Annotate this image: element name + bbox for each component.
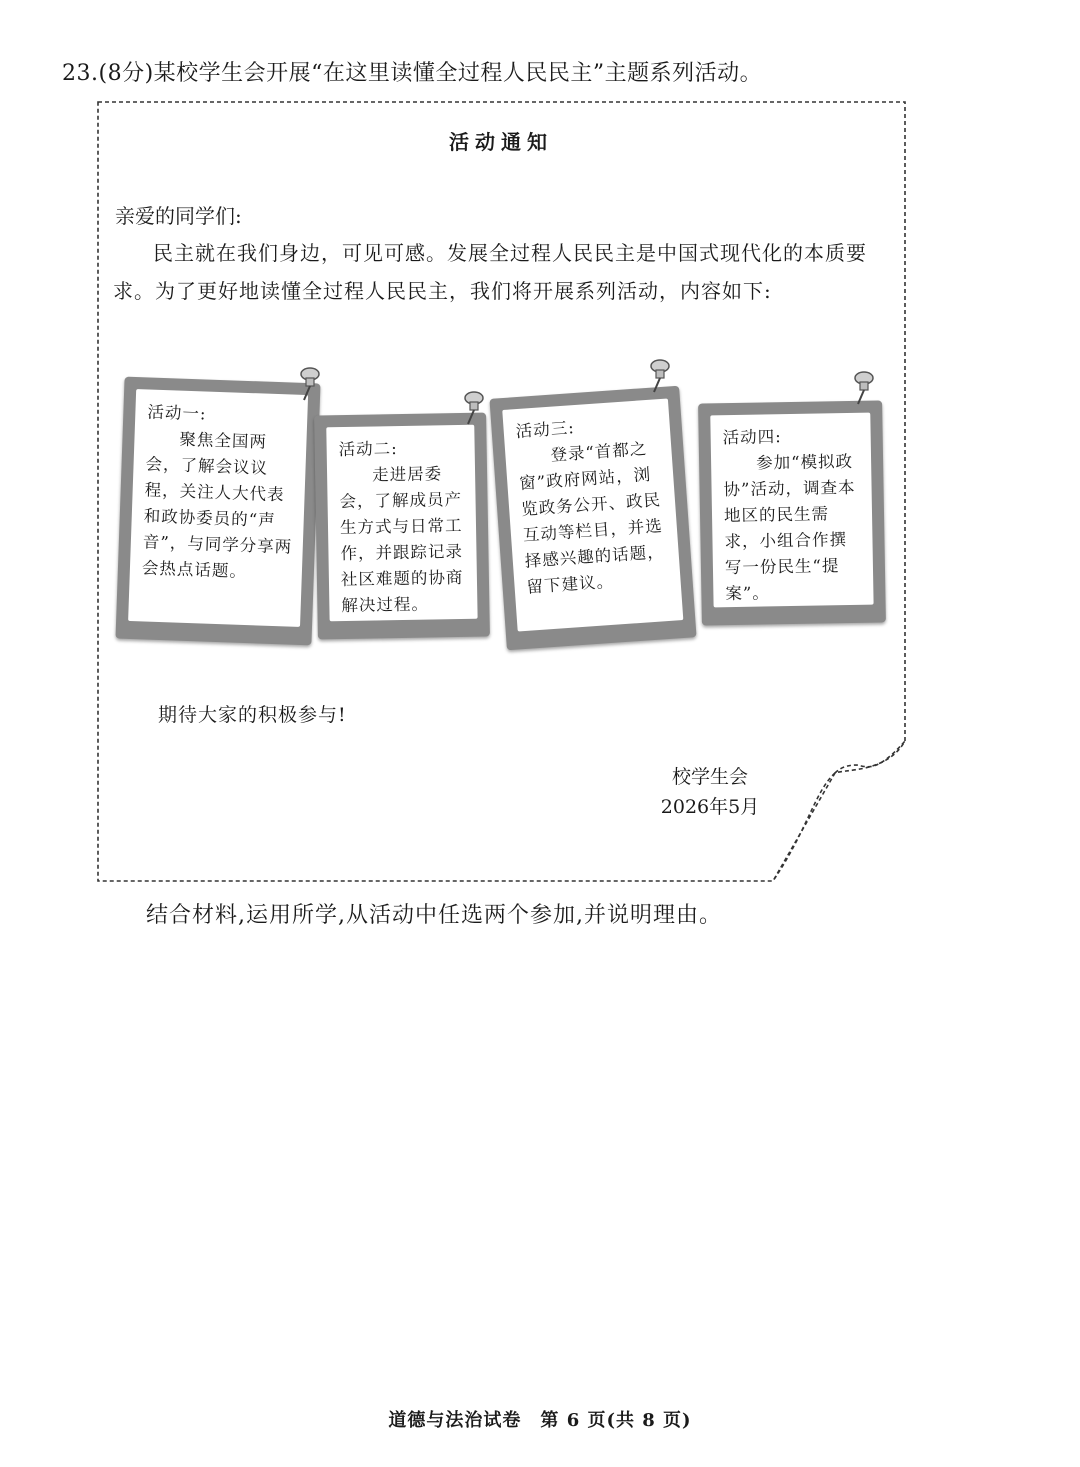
greeting: 亲爱的同学们: <box>115 204 242 228</box>
activity-card-2 <box>314 413 490 640</box>
activity-card-3 <box>489 386 696 651</box>
question-title: 23.(8分)某校学生会开展“在这里读懂全过程人民民主”主题系列活动。 <box>62 61 763 86</box>
pushpin-icon <box>298 366 322 402</box>
activity-card-4 <box>698 400 886 625</box>
activity-label: 活动二: <box>338 439 398 460</box>
activity-text: 聚焦全国两会，了解会议议程，关注人大代表和政协委员的“声音”，与同学分享两会热点话题。 <box>141 429 293 582</box>
activity-text: 登录“首都之窗”政府网站，浏览政务公开、政民互动等栏目，并选择感兴趣的话题，留下建议。 <box>518 439 666 597</box>
activity-card-1 <box>115 377 320 646</box>
closing-text: 期待大家的积极参与! <box>158 704 347 726</box>
pushpin-icon <box>462 390 486 426</box>
signature-block <box>640 762 780 822</box>
notice-title: 活动通知 <box>449 130 553 154</box>
notice-paragraph: 民主就在我们身边，可见可感。发展全过程人民民主是中国式现代化的本质要求。为了更好地读懂全过程人民民主，我们将开展系列活动，内容如下: <box>113 241 867 303</box>
question-instruction: 结合材料,运用所学,从活动中任选两个参加,并说明理由。 <box>146 903 722 928</box>
page-footer: 道德与法治试卷 第 6 页(共 8 页) <box>388 1410 692 1431</box>
activity-label: 活动四: <box>722 427 782 448</box>
activity-text: 参加“模拟政协”活动，调查本地区的民生需求，小组合作撰写一份民生“提案”。 <box>723 451 856 604</box>
notice-date: 2026年5月 <box>660 796 760 818</box>
signature: 校学生会 <box>671 766 748 788</box>
pushpin-icon <box>852 370 876 406</box>
pushpin-icon <box>648 358 672 394</box>
activity-label: 活动一: <box>147 402 207 424</box>
activity-text: 走进居委会，了解成员产生方式与日常工作，并跟踪记录社区难题的协商解决过程。 <box>339 464 464 616</box>
activity-label: 活动三: <box>515 418 576 442</box>
